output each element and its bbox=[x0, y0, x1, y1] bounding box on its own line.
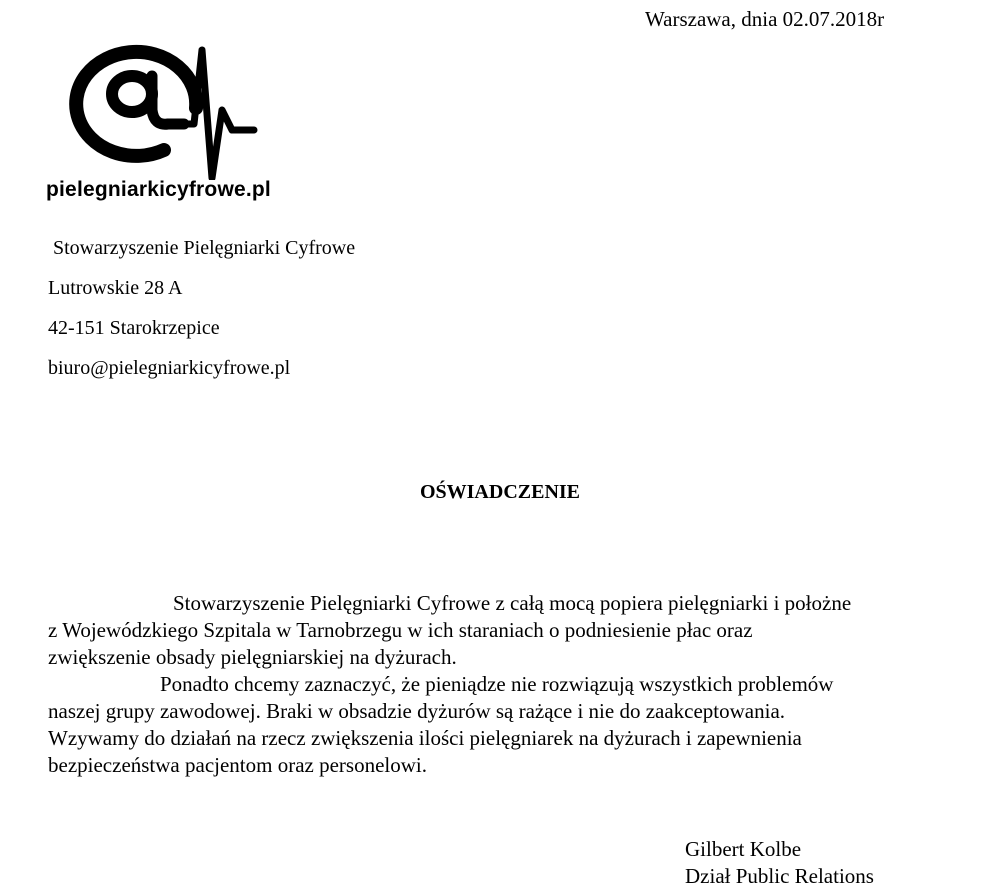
date-line: Warszawa, dnia 02.07.2018r bbox=[645, 7, 885, 31]
paragraph-2-line-3: Wzywamy do działań na rzecz zwiększenia ilości pielęgniarek na dyżurach i zapewnienia bbox=[48, 726, 802, 750]
paragraph-1-line-3: zwiększenie obsady pielęgniarskiej na dyżurach. bbox=[48, 645, 457, 669]
logo-text: pielegniarkicyfrowe.pl bbox=[46, 178, 271, 201]
email-address: biuro@pielegniarkicyfrowe.pl bbox=[48, 357, 291, 379]
document-title: OŚWIADCZENIE bbox=[419, 481, 581, 503]
street-address: Lutrowskie 28 A bbox=[48, 277, 183, 299]
paragraph-2-line-4: bezpieczeństwa pacjentom oraz personelowi. bbox=[48, 753, 427, 777]
paragraph-2-line-1: Ponadto chcemy zaznaczyć, że pieniądze nie rozwiązują wszystkich problemów bbox=[160, 672, 834, 696]
statement-body bbox=[48, 590, 948, 779]
at-sign-heartbeat-icon bbox=[46, 30, 286, 180]
paragraph-2-line-2: naszej grupy zawodowej. Braki w obsadzie dyżurów są rażące i nie do zaakceptowania. bbox=[48, 699, 786, 723]
signatory-name: Gilbert Kolbe bbox=[685, 837, 802, 861]
signature-block bbox=[685, 836, 874, 890]
city-postcode: 42-151 Starokrzepice bbox=[48, 317, 220, 339]
signatory-department: Dział Public Relations bbox=[685, 864, 874, 888]
organization-name: Stowarzyszenie Pielęgniarki Cyfrowe bbox=[53, 237, 356, 259]
paragraph-1-line-1: Stowarzyszenie Pielęgniarki Cyfrowe z całą mocą popiera pielęgniarki i położne bbox=[173, 591, 852, 615]
paragraph-1-line-2: z Wojewódzkiego Szpitala w Tarnobrzegu w ich staraniach o podniesienie płac oraz bbox=[48, 618, 753, 642]
logo bbox=[46, 30, 286, 220]
